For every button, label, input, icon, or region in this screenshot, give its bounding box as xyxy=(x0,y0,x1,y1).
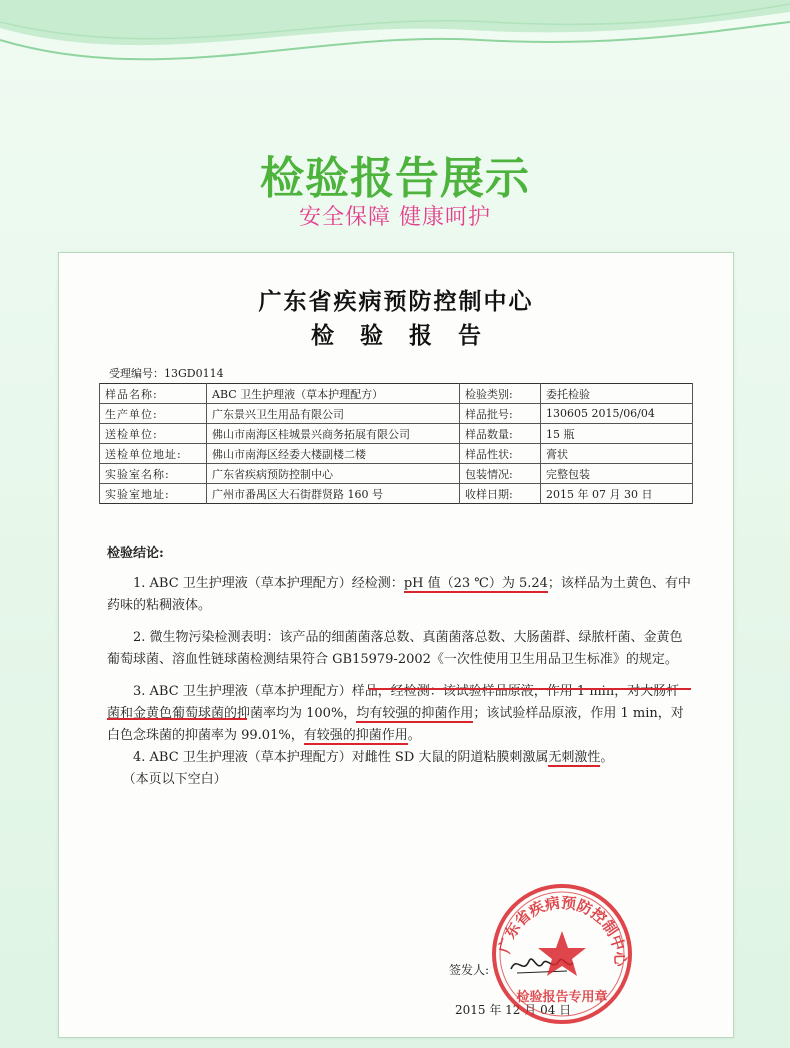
info-value: 佛山市南海区经委大楼副楼二楼 xyxy=(207,444,460,464)
info-label: 送检单位地址: xyxy=(100,444,207,464)
info-label: 包装情况: xyxy=(460,464,541,484)
info-label: 生产单位: xyxy=(100,404,207,424)
conclusion-3-text: 3. ABC 卫生护理液（草本护理配方）样品，经检测：该试验样品原液，作用 1 min，对大肠杆菌和金黄色葡萄球菌的抑菌率均为 100%， xyxy=(107,684,680,721)
info-row xyxy=(100,444,693,464)
info-row xyxy=(100,464,693,484)
info-label: 检验类别: xyxy=(460,384,541,404)
page-subtitle: 安全保障 健康呵护 xyxy=(299,205,491,230)
info-value: 15 瓶 xyxy=(541,424,693,444)
info-label: 实验室名称: xyxy=(100,464,207,484)
info-value: 广东省疾病预防控制中心 xyxy=(207,464,460,484)
antibacterial-highlight-2: 有较强的抑菌作用 xyxy=(303,728,408,743)
conclusion-3-text-end: 。 xyxy=(407,728,421,743)
info-label: 样品批号: xyxy=(460,404,541,424)
page-title: 检验报告展示 xyxy=(260,153,530,204)
header-wave-decoration xyxy=(0,0,790,90)
seal-arc-text: 广东省疾病预防控制中心 xyxy=(495,893,630,967)
signer-label: 签发人: xyxy=(449,963,490,977)
info-value: 佛山市南海区桂城景兴商务拓展有限公司 xyxy=(207,424,460,444)
info-value: ABC 卫生护理液（草本护理配方） xyxy=(207,384,460,404)
info-value: 130605 2015/06/04 xyxy=(541,404,693,424)
conclusion-item-4 xyxy=(107,747,691,769)
standard-underline-mark xyxy=(369,688,691,690)
info-value: 2015 年 07 月 30 日 xyxy=(541,484,693,504)
info-label: 送检单位: xyxy=(100,424,207,444)
conclusion-heading: 检验结论: xyxy=(107,546,164,561)
conclusion-4-text-end: 。 xyxy=(600,750,614,765)
conclusion-item-1 xyxy=(107,573,691,617)
info-value: 委托检验 xyxy=(541,384,693,404)
conclusion-item-3 xyxy=(107,681,691,747)
info-row xyxy=(100,404,693,424)
info-label: 收样日期: xyxy=(460,484,541,504)
antibacterial-highlight-1: 均有较强的抑菌作用 xyxy=(356,706,474,721)
conclusion-item-2: 2. 微生物污染检测表明：该产品的细菌菌落总数、真菌菌落总数、大肠菌群、绿脓杆菌、金黄色葡萄球菌、溶血性链球菌检测结果符合 GB15979-2002《一次性使用卫生用品卫生标准》的规定。 xyxy=(107,630,683,667)
sample-info-table xyxy=(99,383,693,504)
info-value: 完整包装 xyxy=(541,464,693,484)
info-row xyxy=(100,484,693,504)
info-label: 样品名称: xyxy=(100,384,207,404)
official-seal xyxy=(487,879,637,1029)
conclusion-4-text: 4. ABC 卫生护理液（草本护理配方）对雌性 SD 大鼠的阴道粘膜刺激属 xyxy=(133,750,549,765)
report-document xyxy=(58,252,734,1038)
blank-note: （本页以下空白） xyxy=(122,772,227,787)
info-value: 广州市番禺区大石街群贤路 160 号 xyxy=(207,484,460,504)
report-organization: 广东省疾病预防控制中心 xyxy=(258,288,534,315)
conclusion-1-text: 1. ABC 卫生护理液（草本护理配方）经检测： xyxy=(133,576,404,591)
ph-result-highlight: pH 值（23 ℃）为 5.24 xyxy=(403,576,548,591)
accept-number: 受理编号：13GD0114 xyxy=(109,367,224,380)
info-value: 膏状 xyxy=(541,444,693,464)
non-irritant-highlight: 无刺激性 xyxy=(548,750,601,765)
conclusion-section xyxy=(107,543,691,791)
conclusion-1-text-end: ；该样品为土黄色、有中药味的粘稠液体。 xyxy=(107,576,691,613)
conclusion-3-text-mid: ；该试验样品原液，作用 1 min，对白色念珠菌的抑菌率为 99.01%， xyxy=(107,706,684,743)
item-3-underline-mark xyxy=(107,718,247,720)
info-label: 实验室地址: xyxy=(100,484,207,504)
seal-bottom-text: 检验报告专用章 xyxy=(516,990,608,1005)
info-row xyxy=(100,384,693,404)
info-label: 样品数量: xyxy=(460,424,541,444)
report-title: 检验报告 xyxy=(311,322,507,349)
info-value: 广东景兴卫生用品有限公司 xyxy=(207,404,460,424)
info-label: 样品性状: xyxy=(460,444,541,464)
info-row xyxy=(100,424,693,444)
issue-date: 2015 年 12 月 04 日 xyxy=(455,1003,572,1017)
